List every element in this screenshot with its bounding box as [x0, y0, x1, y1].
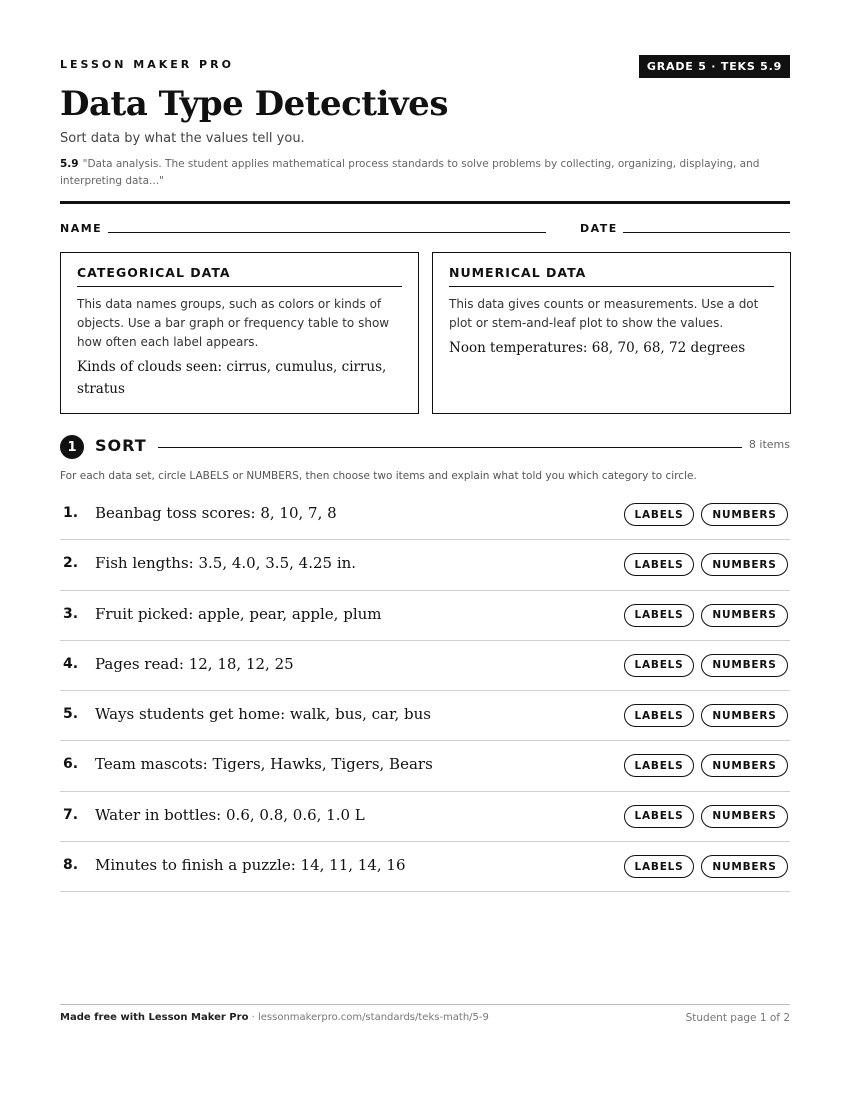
- numbers-option[interactable]: NUMBERS: [701, 704, 788, 727]
- standard-text: "Data analysis. The student applies mathematical process standards to solve problems by collecting, organizing, displaying, and interpreting data...": [60, 158, 760, 187]
- numerical-box-example: Noon temperatures: 68, 70, 68, 72 degrees: [449, 340, 746, 356]
- labels-option[interactable]: LABELS: [624, 754, 694, 777]
- item-number: 8.: [63, 857, 79, 874]
- numbers-option[interactable]: NUMBERS: [701, 855, 788, 878]
- section-instructions: For each data set, circle LABELS or NUMBERS, then choose two items and explain what told you which category to circle.: [60, 470, 697, 482]
- standard-statement: [60, 156, 780, 190]
- item-text: Water in bottles: 0.6, 0.8, 0.6, 1.0 L: [95, 805, 365, 824]
- labels-option[interactable]: LABELS: [624, 855, 694, 878]
- labels-option[interactable]: LABELS: [624, 503, 694, 526]
- item-text: Team mascots: Tigers, Hawks, Tigers, Bears: [95, 755, 433, 774]
- numbers-option[interactable]: NUMBERS: [701, 604, 788, 627]
- item-number: 6.: [63, 756, 79, 773]
- labels-option[interactable]: LABELS: [624, 604, 694, 627]
- item-text: Beanbag toss scores: 8, 10, 7, 8: [95, 504, 337, 522]
- sort-items-list: [60, 490, 790, 892]
- item-text: Fish lengths: 3.5, 4.0, 3.5, 4.25 in.: [95, 554, 357, 573]
- item-number: 1.: [63, 505, 79, 521]
- footer-url: · lessonmakerpro.com/standards/teks-math/5-9: [248, 1012, 489, 1023]
- name-date-row: [60, 222, 790, 238]
- sort-item: [60, 842, 790, 892]
- numbers-option[interactable]: NUMBERS: [701, 754, 788, 777]
- item-number: 5.: [63, 706, 79, 723]
- section-divider: [158, 447, 742, 448]
- standard-code: 5.9: [60, 158, 79, 170]
- footer-page-number: Student page 1 of 2: [685, 1012, 790, 1024]
- brand-name: LESSON MAKER PRO: [60, 58, 234, 71]
- footer-divider: [60, 1004, 790, 1005]
- sort-item: [60, 540, 790, 590]
- numerical-box-description: This data gives counts or measurements. Use a dot plot or stem-and-leaf plot to show the values.: [449, 297, 759, 330]
- section-item-count: 8 items: [748, 438, 790, 451]
- numerical-data-box: [432, 252, 791, 414]
- categorical-box-title: CATEGORICAL DATA: [77, 265, 402, 287]
- sort-item: [60, 741, 790, 791]
- sort-item: [60, 641, 790, 691]
- date-field[interactable]: [623, 232, 790, 233]
- numerical-box-title: NUMERICAL DATA: [449, 265, 774, 287]
- date-label: DATE: [580, 222, 618, 235]
- item-number: 7.: [63, 806, 79, 823]
- item-number: 3.: [63, 605, 79, 622]
- numbers-option[interactable]: NUMBERS: [701, 553, 788, 576]
- numbers-option[interactable]: NUMBERS: [701, 503, 788, 526]
- labels-option[interactable]: LABELS: [624, 805, 694, 828]
- item-text: Pages read: 12, 18, 12, 25: [95, 654, 294, 673]
- section-number-badge: 1: [60, 435, 84, 459]
- section-title: SORT: [95, 436, 147, 455]
- labels-option[interactable]: LABELS: [624, 654, 694, 677]
- numbers-option[interactable]: NUMBERS: [701, 654, 788, 677]
- item-number: 2.: [63, 555, 79, 572]
- section-header: [60, 435, 790, 459]
- worksheet-subtitle: Sort data by what the values tell you.: [60, 131, 305, 146]
- item-text: Ways students get home: walk, bus, car, bus: [95, 705, 431, 724]
- categorical-box-description: This data names groups, such as colors or kinds of objects. Use a bar graph or frequency table to show how often each label appears.: [77, 297, 390, 349]
- header-divider: [60, 201, 790, 204]
- sort-item: [60, 691, 790, 741]
- footer-credit: [60, 1012, 489, 1023]
- name-label: NAME: [60, 222, 103, 235]
- item-number: 4.: [63, 655, 79, 672]
- labels-option[interactable]: LABELS: [624, 704, 694, 727]
- categorical-data-box: [60, 252, 419, 414]
- worksheet-title: Data Type Detectives: [60, 84, 448, 124]
- sort-item: [60, 490, 790, 540]
- sort-item: [60, 792, 790, 842]
- categorical-box-example: Kinds of clouds seen: cirrus, cumulus, cirrus, stratus: [77, 359, 387, 397]
- sort-item: [60, 591, 790, 641]
- footer-made-with: Made free with Lesson Maker Pro: [60, 1012, 249, 1023]
- name-field[interactable]: [108, 232, 546, 233]
- item-text: Fruit picked: apple, pear, apple, plum: [95, 604, 382, 623]
- grade-badge: GRADE 5 · TEKS 5.9: [639, 55, 790, 78]
- item-text: Minutes to finish a puzzle: 14, 11, 14, 16: [95, 856, 406, 875]
- labels-option[interactable]: LABELS: [624, 553, 694, 576]
- numbers-option[interactable]: NUMBERS: [701, 805, 788, 828]
